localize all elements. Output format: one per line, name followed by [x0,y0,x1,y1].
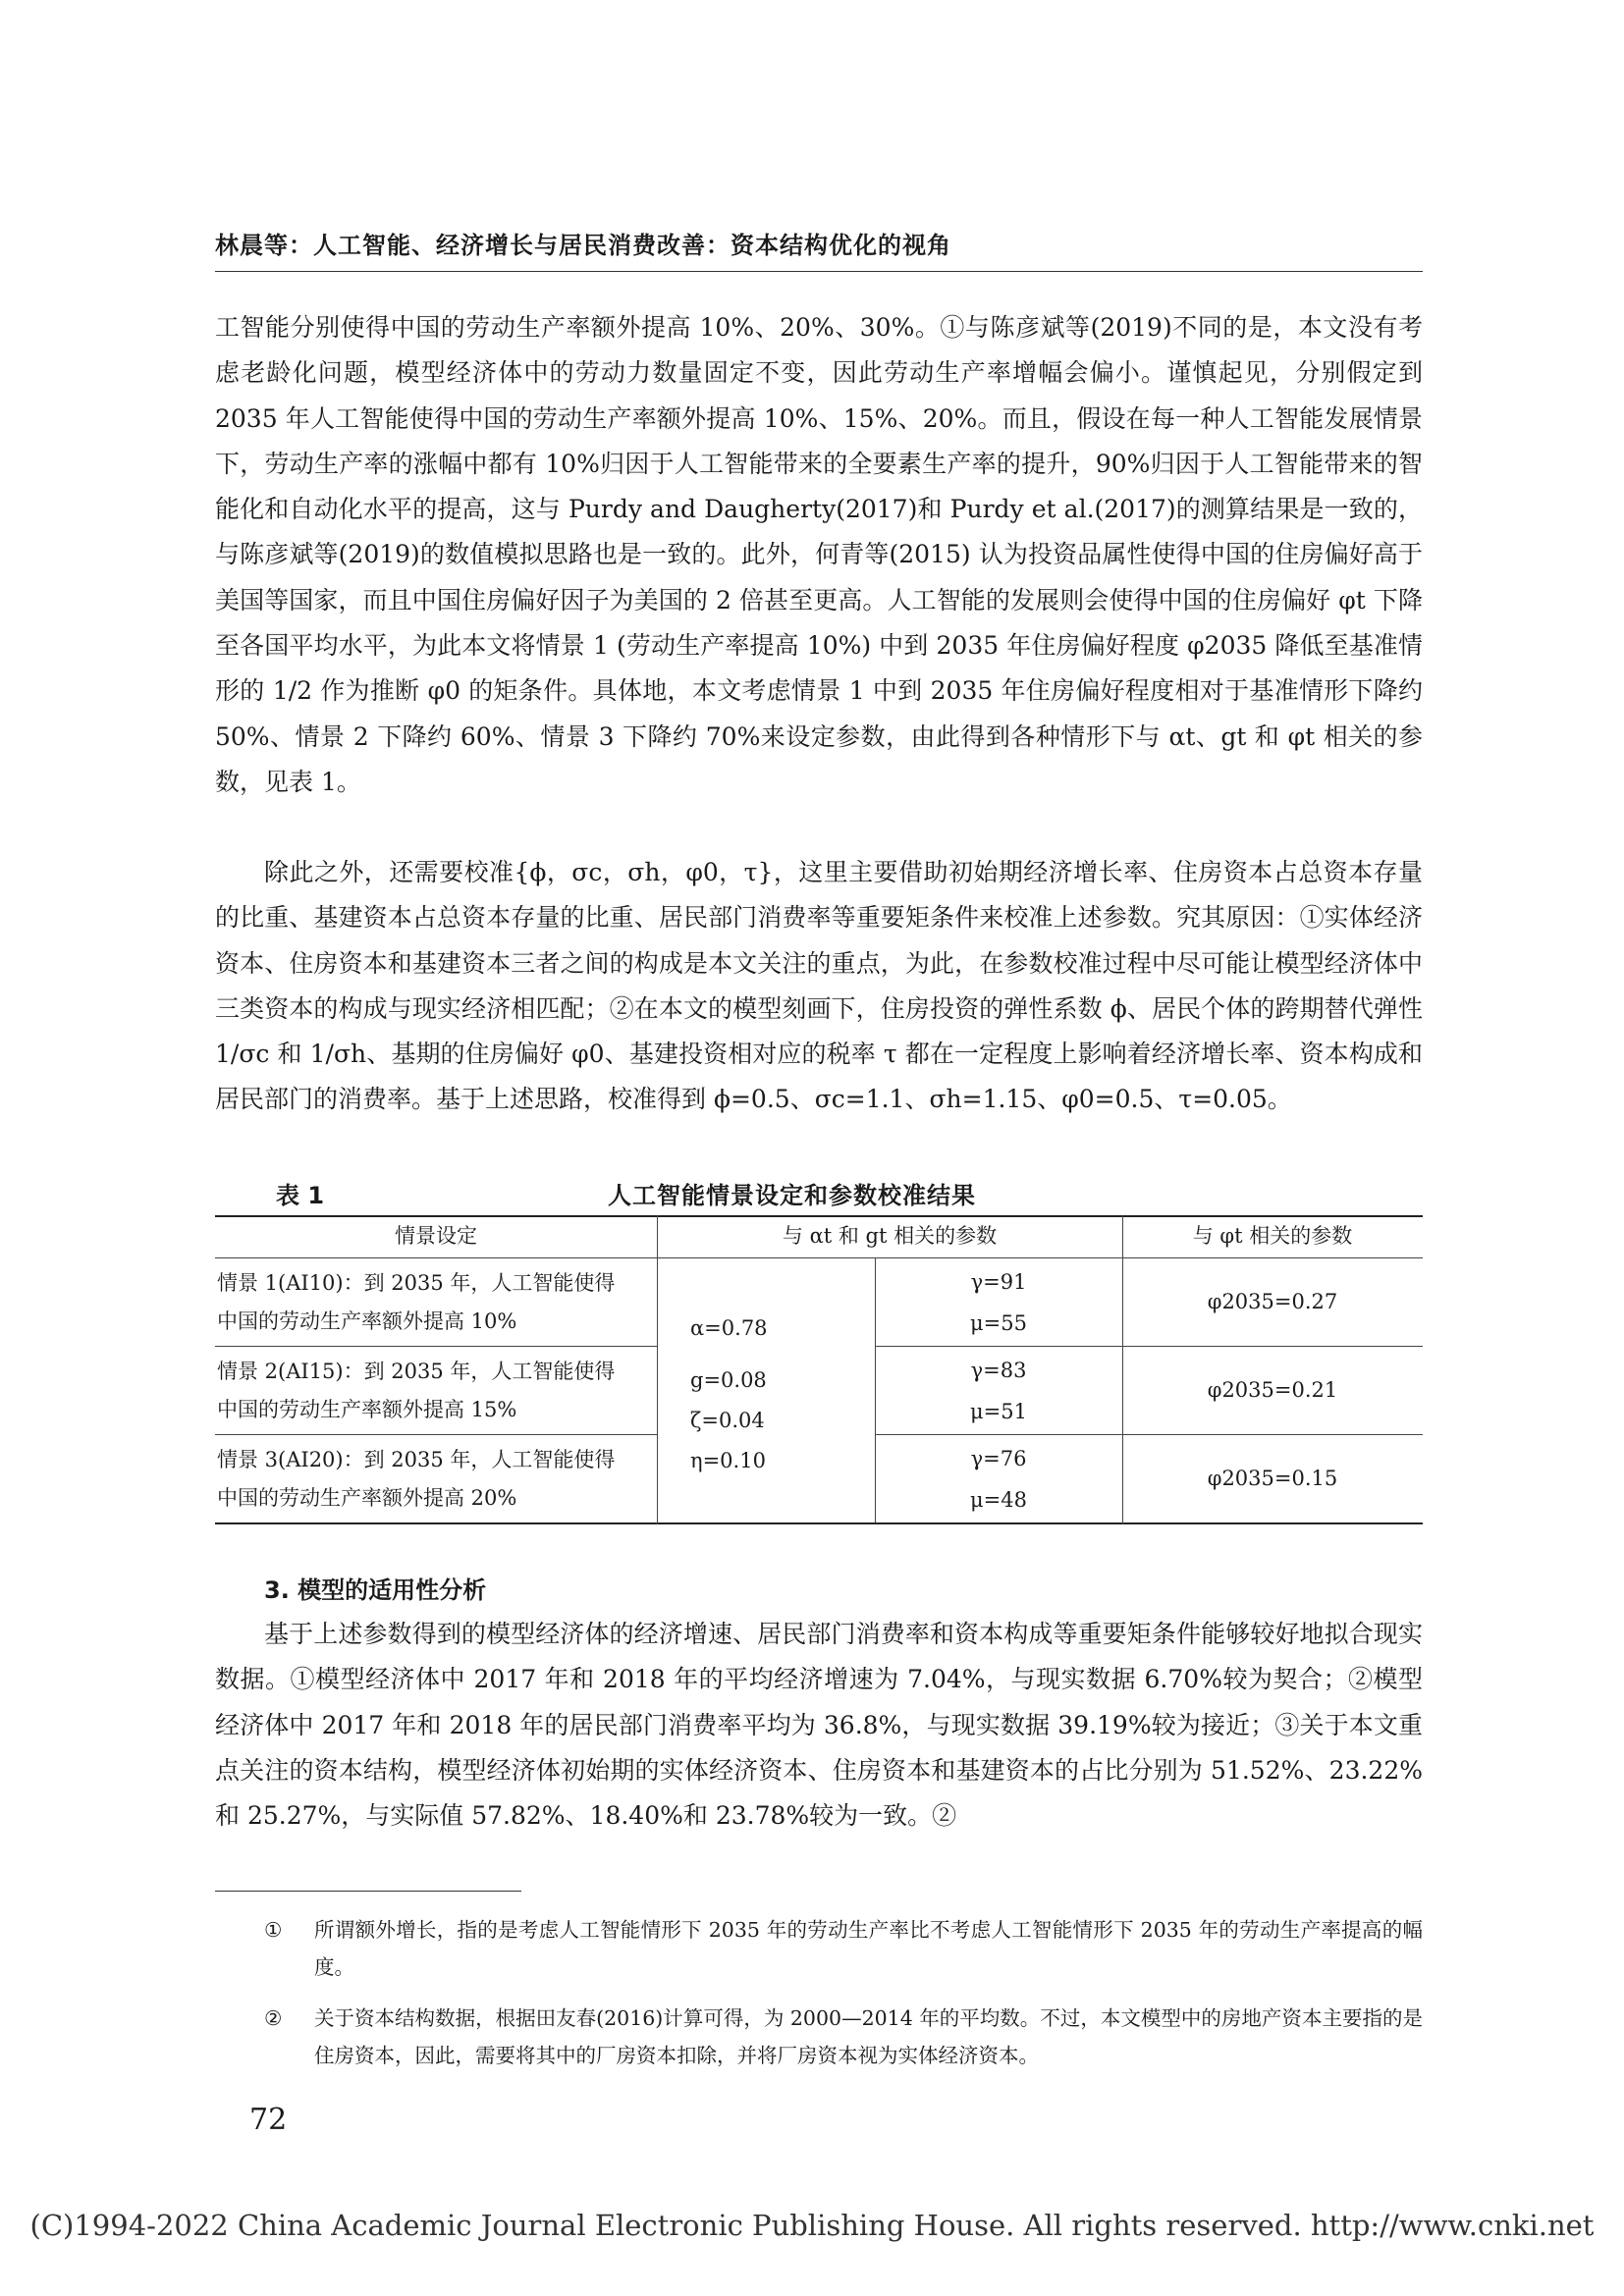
footnote-1-text: 所谓额外增长，指的是考虑人工智能情形下 2035 年的劳动生产率比不考虑人工智能情形下 2035 年的劳动生产率提高的幅度。 [314,1918,1423,1979]
g-value: g=0.08 [690,1368,767,1392]
table-bottom-rule [215,1522,1423,1524]
scenario-3-phi: φ2035=0.15 [1207,1467,1338,1490]
footnote-2-mark: ② [264,2006,283,2030]
body-paragraph-3 [215,1612,1423,1839]
scenario-1-phi: φ2035=0.27 [1207,1290,1338,1313]
scenario-3-line-2: 中国的劳动生产率额外提高 20% [217,1486,517,1510]
scenario-2-line-2: 中国的劳动生产率额外提高 15% [217,1398,517,1421]
table-caption: 人工智能情景设定和参数校准结果 [608,1182,976,1209]
table-title [215,1176,1423,1209]
alpha-value: α=0.78 [690,1316,768,1340]
table-header-rule [215,1257,1423,1258]
footnote-1-mark: ① [264,1918,283,1942]
header-rule [215,271,1423,272]
scenario-2-line-1: 情景 2(AI15)：到 2035 年，人工智能使得 [217,1360,616,1383]
eta-value: η=0.10 [690,1449,766,1472]
scenario-3-gamma: γ=76 [970,1447,1027,1470]
copyright-line: (C)1994-2022 China Academic Journal Electronic Publishing House. All rights reserved. http://www.cnki.net [29,2209,1595,2242]
scenario-1-mu: μ=55 [970,1311,1027,1335]
zeta-value: ζ=0.04 [690,1409,765,1432]
footnote-1 [215,1912,1423,1986]
scenario-1-line-1: 情景 1(AI10)：到 2035 年，人工智能使得 [217,1271,616,1295]
scenario-2-gamma: γ=83 [970,1359,1027,1382]
scenario-1-line-2: 中国的劳动生产率额外提高 10% [217,1309,517,1333]
table-number: 表 1 [276,1182,325,1209]
parameter-table [215,1215,1423,1524]
scenario-2-phi: φ2035=0.21 [1207,1378,1338,1402]
footnote-rule [215,1891,521,1892]
table-header-phi: 与 φt 相关的参数 [1192,1224,1353,1248]
scenario-1-gamma: γ=91 [970,1270,1027,1294]
scenario-3-line-1: 情景 3(AI20)：到 2035 年，人工智能使得 [217,1448,616,1471]
scenario-2-mu: μ=51 [970,1400,1027,1423]
body-paragraph-3-text: 基于上述参数得到的模型经济体的经济增速、居民部门消费率和资本构成等重要矩条件能够较好地拟合现实数据。①模型经济体中 2017 年和 2018 年的平均经济增速为 7.04%，与现实数据 6.70%较为契合；②模型经济体中 2017 年和 2018 年的居民部门消费率平均为 36.8%，与现实数据 39.19%较为接近；③关于本文重点关注的资本结构，模型经济体初始期的实体经济资本、住房资本和基建资本的占比分别为 51.52%、23.22%和 25.27%，与实际值 57.82%、18.40%和 23.78%较为一致。② [215,1620,1423,1831]
body-paragraph-1: 工智能分别使得中国的劳动生产率额外提高 10%、20%、30%。①与陈彦斌等(2019)不同的是，本文没有考虑老龄化问题，模型经济体中的劳动力数量固定不变，因此劳动生产率增幅会偏小。谨慎起见，分别假定到 2035 年人工智能使得中国的劳动生产率额外提高 10%、15%、20%。而且，假设在每一种人工智能发展情景下，劳动生产率的涨幅中都有 10%归因于人工智能带来的全要素生产率的提升，90%归因于人工智能带来的智能化和自动化水平的提高，这与 Purdy and Daugherty(2017)和 Purdy et al.(2017)的测算结果是一致的，与陈彦斌等(2019)的数值模拟思路也是一致的。此外，何青等(2015) 认为投资品属性使得中国的住房偏好高于美国等国家，而且中国住房偏好因子为美国的 2 倍甚至更高。人工智能的发展则会使得中国的住房偏好 φt 下降至各国平均水平，为此本文将情景 1 (劳动生产率提高 10%) 中到 2035 年住房偏好程度 φ2035 降低至基准情形的 1/2 作为推断 φ0 的矩条件。具体地，本文考虑情景 1 中到 2035 年住房偏好程度相对于基准情形下降约 50%、情景 2 下降约 60%、情景 3 下降约 70%来设定参数，由此得到各种情形下与 αt、gt 和 φt 相关的参数，见表 1。 [215,313,1423,796]
section-heading: 3. 模型的适用性分析 [264,1576,487,1604]
footnote-2-text: 关于资本结构数据，根据田友春(2016)计算可得，为 2000—2014 年的平均数。不过，本文模型中的房地产资本主要指的是住房资本，因此，需要将其中的厂房资本扣除，并将厂房资本视为实体经济资本。 [314,2006,1423,2067]
scenario-3-mu: μ=48 [970,1488,1027,1512]
footnote-2 [215,2001,1423,2074]
table-header-scenario: 情景设定 [395,1224,477,1248]
body-paragraph-2: 除此之外，还需要校准{ϕ，σc，σh，φ0，τ}，这里主要借助初始期经济增长率、住房资本占总资本存量的比重、基建资本占总资本存量的比重、居民部门消费率等重要矩条件来校准上述参数。究其原因：①实体经济资本、住房资本和基建资本三者之间的构成是本文关注的重点，为此，在参数校准过程中尽可能让模型经济体中三类资本的构成与现实经济相匹配；②在本文的模型刻画下，住房投资的弹性系数 ϕ、居民个体的跨期替代弹性 1/σc 和 1/σh、基期的住房偏好 φ0、基建投资相对应的税率 τ 都在一定程度上影响着经济增长率、资本构成和居民部门的消费率。基于上述思路，校准得到 ϕ=0.5、σc=1.1、σh=1.15、φ0=0.5、τ=0.05。 [215,858,1423,1114]
running-header: 林晨等：人工智能、经济增长与居民消费改善：资本结构优化的视角 [215,232,951,259]
table-header-alpha-g: 与 αt 和 gt 相关的参数 [782,1224,998,1248]
page-number: 72 [249,2103,288,2137]
